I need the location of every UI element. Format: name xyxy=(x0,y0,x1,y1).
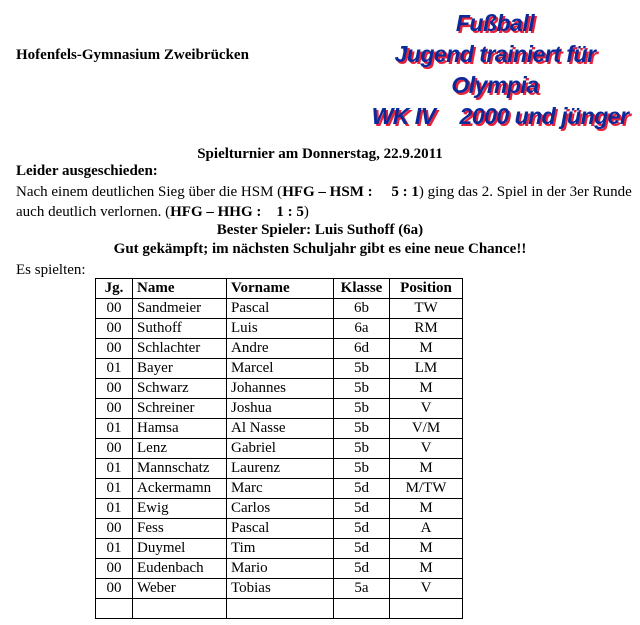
table-row xyxy=(96,379,463,399)
encouragement-text: Gut gekämpft; im nächsten Schuljahr gibt es eine neue Chance!! xyxy=(113,241,527,257)
cell-year: 00 xyxy=(96,339,133,359)
table-header-row xyxy=(96,279,463,299)
cell-firstname: Marc xyxy=(227,479,334,499)
cell-year: 00 xyxy=(96,439,133,459)
cell-name: Ackermamn xyxy=(133,479,227,499)
header-position: Position xyxy=(390,279,463,299)
cell-name: Ewig xyxy=(133,499,227,519)
cell-year: 01 xyxy=(96,499,133,519)
cell-position xyxy=(390,599,463,619)
cell-year: 00 xyxy=(96,379,133,399)
cell-firstname: Pascal xyxy=(227,299,334,319)
cell-year: 00 xyxy=(96,519,133,539)
cell-name xyxy=(133,599,227,619)
wordart-line-2: Jugend trainiert für Olympia xyxy=(394,41,596,98)
table-row xyxy=(96,459,463,479)
cell-firstname: Joshua xyxy=(227,399,334,419)
table-row xyxy=(96,479,463,499)
table-body xyxy=(96,299,463,619)
table-row xyxy=(96,539,463,559)
tournament-heading: Spielturnier am Donnerstag, 22.9.2011 xyxy=(197,146,443,162)
table-row xyxy=(96,339,463,359)
table-row xyxy=(96,499,463,519)
wordart-line-1: Fußball xyxy=(455,10,535,36)
best-player: Bester Spieler: Luis Suthoff (6a) xyxy=(216,222,424,238)
cell-name: Lenz xyxy=(133,439,227,459)
wordart-year: 2000 und jünger xyxy=(459,103,629,129)
cell-class: 6a xyxy=(334,319,390,339)
cell-position: V/M xyxy=(390,419,463,439)
cell-class: 6b xyxy=(334,299,390,319)
wordart-title xyxy=(360,8,630,132)
cell-class: 5d xyxy=(334,519,390,539)
cell-class: 6d xyxy=(334,339,390,359)
header-year: Jg. xyxy=(96,279,133,299)
table-row xyxy=(96,599,463,619)
cell-firstname: Tim xyxy=(227,539,334,559)
cell-name: Suthoff xyxy=(133,319,227,339)
wordart-wk: WK IV xyxy=(371,103,436,129)
cell-firstname: Gabriel xyxy=(227,439,334,459)
cell-name: Bayer xyxy=(133,359,227,379)
cell-year: 00 xyxy=(96,559,133,579)
cell-class: 5b xyxy=(334,379,390,399)
table-row xyxy=(96,519,463,539)
cell-firstname: Laurenz xyxy=(227,459,334,479)
table-row xyxy=(96,559,463,579)
score-hsm: HFG – HSM : 5 : 1 xyxy=(282,184,419,200)
table-row xyxy=(96,359,463,379)
cell-firstname: Tobias xyxy=(227,579,334,599)
cell-firstname: Mario xyxy=(227,559,334,579)
header-class: Klasse xyxy=(334,279,390,299)
eliminated-label: Leider ausgeschieden: xyxy=(16,163,158,179)
cell-year: 00 xyxy=(96,299,133,319)
cell-name: Schreiner xyxy=(133,399,227,419)
cell-name: Eudenbach xyxy=(133,559,227,579)
cell-firstname: Pascal xyxy=(227,519,334,539)
cell-firstname: Andre xyxy=(227,339,334,359)
cell-year: 01 xyxy=(96,539,133,559)
school-name: Hofenfels-Gymnasium Zweibrücken xyxy=(16,47,249,63)
table-row xyxy=(96,579,463,599)
cell-firstname: Marcel xyxy=(227,359,334,379)
cell-class: 5b xyxy=(334,459,390,479)
cell-class: 5d xyxy=(334,539,390,559)
cell-position: RM xyxy=(390,319,463,339)
cell-firstname: Johannes xyxy=(227,379,334,399)
cell-year: 01 xyxy=(96,459,133,479)
score-hhg: HFG – HHG : 1 : 5 xyxy=(170,204,304,220)
report-text-1: Nach einem deutlichen Sieg über die HSM ( xyxy=(16,184,283,200)
cell-year: 00 xyxy=(96,399,133,419)
cell-position: M xyxy=(390,379,463,399)
cell-position: M xyxy=(390,539,463,559)
cell-name: Sandmeier xyxy=(133,299,227,319)
cell-name: Schwarz xyxy=(133,379,227,399)
cell-position: M xyxy=(390,459,463,479)
header-firstname: Vorname xyxy=(227,279,334,299)
cell-firstname: Al Nasse xyxy=(227,419,334,439)
cell-name: Hamsa xyxy=(133,419,227,439)
cell-year: 01 xyxy=(96,359,133,379)
table-row xyxy=(96,399,463,419)
cell-firstname: Luis xyxy=(227,319,334,339)
cell-position: V xyxy=(390,399,463,419)
cell-name: Duymel xyxy=(133,539,227,559)
cell-position: M xyxy=(390,499,463,519)
cell-class xyxy=(334,599,390,619)
table-row xyxy=(96,439,463,459)
cell-class: 5d xyxy=(334,499,390,519)
header-name: Name xyxy=(133,279,227,299)
table-row xyxy=(96,419,463,439)
cell-year: 00 xyxy=(96,579,133,599)
cell-year: 01 xyxy=(96,419,133,439)
match-report xyxy=(16,182,632,222)
cell-year xyxy=(96,599,133,619)
wordart-line-3 xyxy=(360,101,630,132)
cell-position: M xyxy=(390,559,463,579)
cell-class: 5d xyxy=(334,479,390,499)
players-label: Es spielten: xyxy=(16,262,86,278)
cell-name: Fess xyxy=(133,519,227,539)
report-text-3: ) xyxy=(303,204,309,220)
cell-class: 5b xyxy=(334,439,390,459)
report-text-2: ) ging das 2. Spiel in der 3er Runde auch deutlich verlornen. ( xyxy=(16,184,632,220)
cell-position: V xyxy=(390,579,463,599)
cell-class: 5d xyxy=(334,559,390,579)
cell-year: 01 xyxy=(96,479,133,499)
cell-position: M/TW xyxy=(390,479,463,499)
table-row xyxy=(96,319,463,339)
cell-position: A xyxy=(390,519,463,539)
cell-position: LM xyxy=(390,359,463,379)
table-row xyxy=(96,299,463,319)
cell-name: Schlachter xyxy=(133,339,227,359)
cell-class: 5b xyxy=(334,399,390,419)
cell-position: TW xyxy=(390,299,463,319)
players-table xyxy=(95,278,463,619)
cell-position: V xyxy=(390,439,463,459)
cell-year: 00 xyxy=(96,319,133,339)
cell-position: M xyxy=(390,339,463,359)
cell-class: 5a xyxy=(334,579,390,599)
cell-class: 5b xyxy=(334,359,390,379)
cell-firstname xyxy=(227,599,334,619)
cell-name: Weber xyxy=(133,579,227,599)
cell-firstname: Carlos xyxy=(227,499,334,519)
cell-name: Mannschatz xyxy=(133,459,227,479)
cell-class: 5b xyxy=(334,419,390,439)
